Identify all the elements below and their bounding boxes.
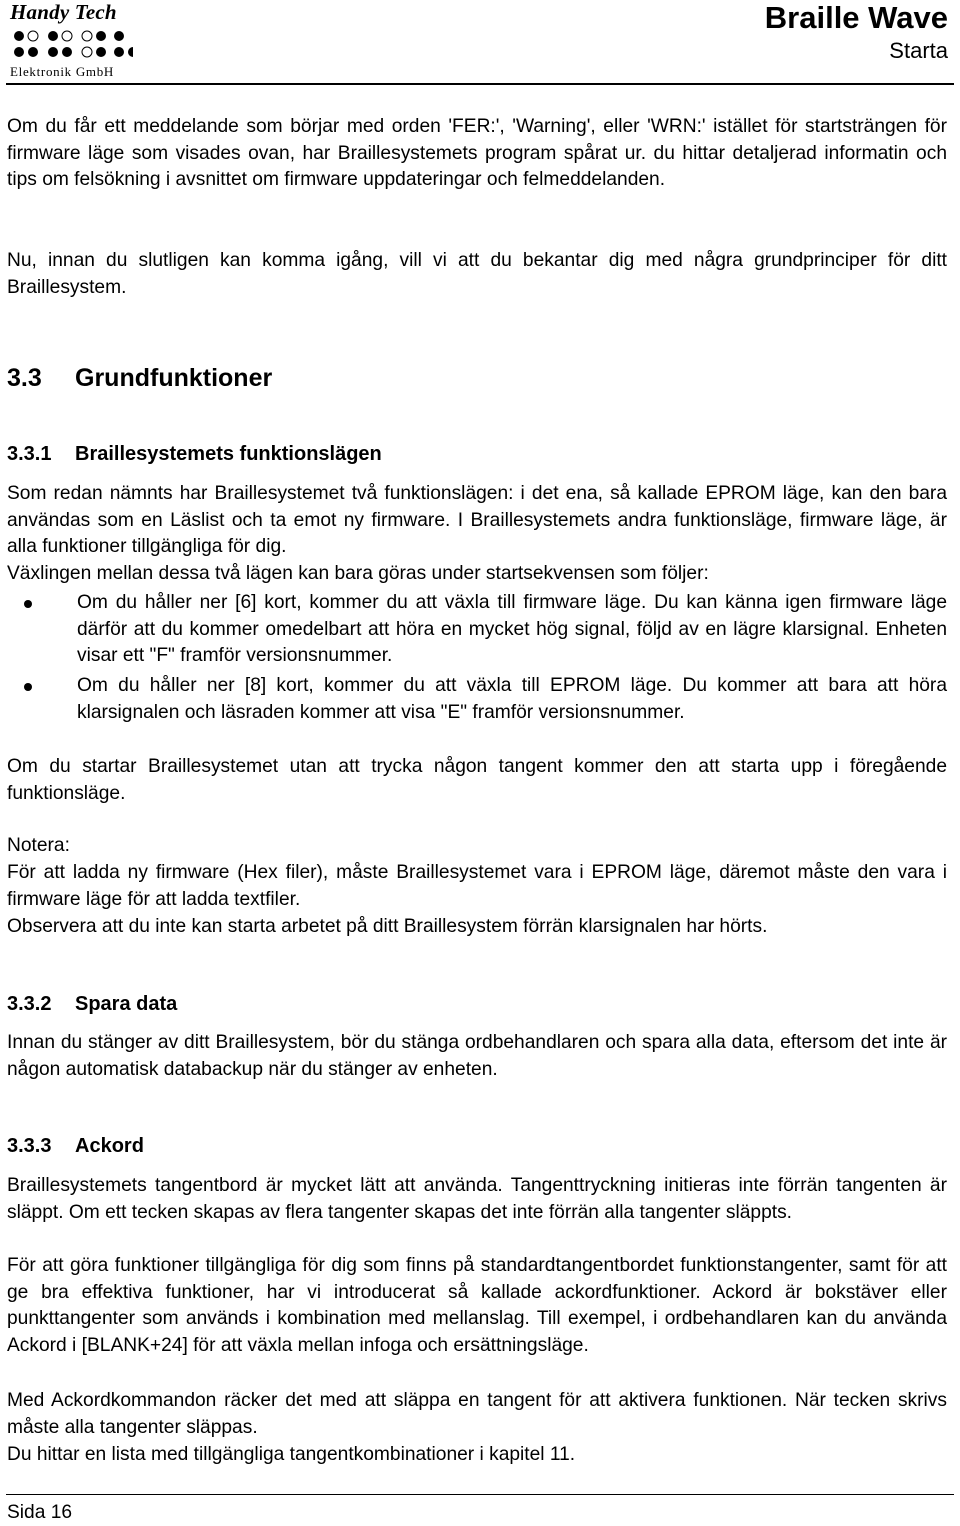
subsection-heading-1 [7, 443, 382, 466]
chapter-title: Starta [889, 38, 948, 63]
logo-name: Handy Tech [10, 0, 117, 24]
list-item-text: Om du håller ner [6] kort, kommer du att växla till firmware läge. Du kan känna igen firmware läge därför att du kommer omedelbart att höra en mycket hög signal, följd av en lägre klarsignal. Enheten visar ett "F" framför versionsnummer. [77, 592, 947, 667]
paragraph: Växlingen mellan dessa två lägen kan bara göras under startsekvensen som följer: [7, 563, 709, 584]
subsection-title: Ackord [75, 1135, 144, 1157]
subsection-number: 3.3.3 [7, 1135, 52, 1157]
subsection-title: Spara data [75, 993, 178, 1015]
logo-subtitle: Elektronik GmbH [10, 64, 115, 79]
paragraph: Med Ackordkommandon räcker det med att släppa en tangent för att aktivera funktionen. När tecken skrivs måste alla tangenter släppas. [7, 1390, 947, 1438]
paragraph: Braillesystemets tangentbord är mycket lätt att använda. Tangenttryckning initieras inte förrän tangenten är släppt. Om ett tecken skapas av flera tangenter skapas det inte förrän alla tangenter släppts. [7, 1175, 947, 1223]
bullet-icon [24, 683, 32, 691]
list-item-text: Om du håller ner [8] kort, kommer du att växla till EPROM läge. Du kommer att bara att höra klarsignalen och läsraden kommer att visa "E" framför versionsnummer. [77, 675, 947, 723]
paragraph: För att göra funktioner tillgängliga för dig som finns på standardtangentbordet funktionstangenter, samt för att ge bra effektiva funktioner, har vi introducerat så kallade ackordfunktioner. Ackord är bokstäver eller punkttangenter som används i kombination med mellanslag. Till exempel, i ordbehandlaren kan du använda Ackord i [BLANK+24] för att växla mellan infoga och ersättningsläge. [7, 1255, 947, 1356]
section-number: 3.3 [7, 364, 42, 392]
footer-divider [6, 1494, 954, 1495]
document-title: Braille Wave [764, 0, 948, 35]
subsection-heading-2 [7, 993, 177, 1016]
intro-paragraph-1: Om du får ett meddelande som börjar med orden 'FER:', 'Warning', eller 'WRN:' istället för startsträngen för firmware läge som visades ovan, har Braillesystemets program spårat ur. du hittar detaljerad informatin och tips om felsökning i avsnittet om firmware uppdateringar och felmeddelanden. [7, 116, 947, 191]
braille-logo-icon [13, 30, 133, 60]
page-number: Sida 16 [7, 1502, 73, 1523]
subsection-number: 3.3.1 [7, 443, 52, 465]
paragraph: Du hittar en lista med tillgängliga tangentkombinationer i kapitel 11. [7, 1444, 576, 1465]
bullet-icon [24, 600, 32, 608]
note-label: Notera: [7, 835, 70, 856]
paragraph: Som redan nämnts har Braillesystemet två funktionslägen: i det ena, så kallade EPROM läge, kan den bara användas som en Läslist och ta emot ny firmware. I Braillesystemets andra funktionsläge, firmware läge, är alla funktioner tillgängliga för dig. [7, 483, 947, 558]
section-title: Grundfunktioner [75, 364, 273, 392]
intro-paragraph-2: Nu, innan du slutligen kan komma igång, vill vi att du bekantar dig med några grundprinciper för ditt Braillesystem. [7, 250, 947, 298]
note-paragraph-1: För att ladda ny firmware (Hex filer), måste Braillesystemet vara i EPROM läge, däremot måste den vara i firmware läge för att ladda textfiler. [7, 862, 947, 910]
subsection-number: 3.3.2 [7, 993, 52, 1015]
paragraph: Om du startar Braillesystemet utan att trycka någon tangent kommer den att starta upp i föregående funktionsläge. [7, 756, 947, 804]
subsection-title: Braillesystemets funktionslägen [75, 443, 382, 465]
header-divider [6, 83, 954, 85]
paragraph: Innan du stänger av ditt Braillesystem, bör du stänga ordbehandlaren och spara alla data, eftersom det inte är någon automatisk databackup när du stänger av enheten. [7, 1032, 947, 1080]
page-header [0, 0, 960, 84]
subsection-heading-3 [7, 1135, 144, 1158]
section-heading [7, 364, 272, 393]
note-paragraph-2: Observera att du inte kan starta arbetet på ditt Braillesystem förrän klarsignalen har hörts. [7, 916, 768, 937]
